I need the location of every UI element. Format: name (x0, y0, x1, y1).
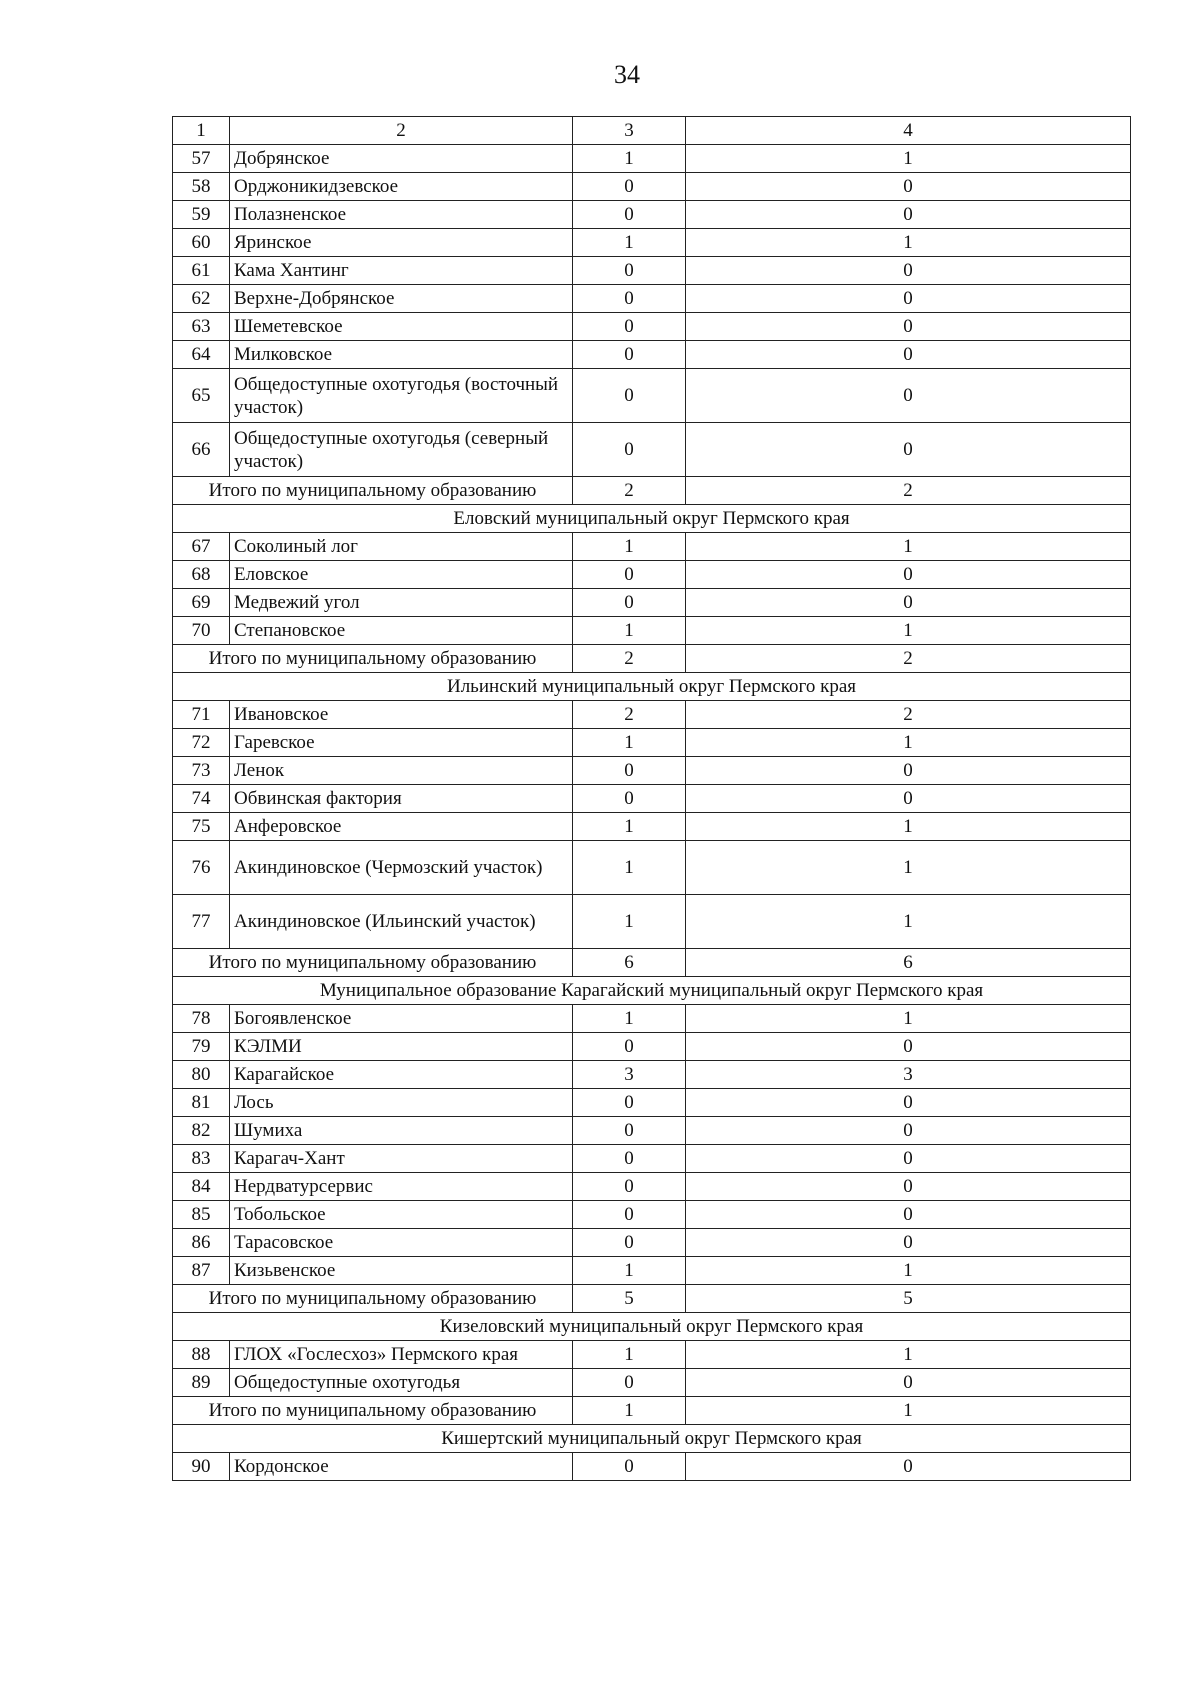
table-row (173, 173, 1131, 201)
row-col-3: 0 (573, 785, 686, 813)
row-col-3: 1 (573, 229, 686, 257)
row-name: Нердватурсервис (230, 1173, 573, 1201)
row-number: 88 (173, 1341, 230, 1369)
row-col-3: 0 (573, 423, 686, 477)
row-name: Акиндиновское (Чермозский участок) (230, 841, 573, 895)
row-col-4: 0 (686, 257, 1131, 285)
total-row (173, 949, 1131, 977)
table-row (173, 701, 1131, 729)
row-col-4: 1 (686, 145, 1131, 173)
row-col-4: 0 (686, 173, 1131, 201)
table-row (173, 1089, 1131, 1117)
row-col-4: 1 (686, 229, 1131, 257)
row-col-4: 1 (686, 729, 1131, 757)
row-number: 90 (173, 1453, 230, 1481)
total-label: Итого по муниципальному образованию (173, 949, 573, 977)
row-col-3: 0 (573, 285, 686, 313)
row-col-3: 1 (573, 145, 686, 173)
row-col-4: 0 (686, 1145, 1131, 1173)
total-label: Итого по муниципальному образованию (173, 477, 573, 505)
row-col-3: 0 (573, 1145, 686, 1173)
table-row (173, 257, 1131, 285)
row-name: КЭЛМИ (230, 1033, 573, 1061)
table-row (173, 145, 1131, 173)
row-col-4: 1 (686, 533, 1131, 561)
row-name: Кизьвенское (230, 1257, 573, 1285)
table-row (173, 1005, 1131, 1033)
row-name: Общедоступные охотугодья (230, 1369, 573, 1397)
total-col-3: 2 (573, 645, 686, 673)
row-col-3: 0 (573, 1453, 686, 1481)
row-number: 82 (173, 1117, 230, 1145)
row-col-4: 1 (686, 841, 1131, 895)
total-row (173, 1397, 1131, 1425)
total-col-3: 5 (573, 1285, 686, 1313)
row-col-4: 0 (686, 561, 1131, 589)
row-col-3: 0 (573, 1089, 686, 1117)
total-col-4: 6 (686, 949, 1131, 977)
row-name: Карагач-Хант (230, 1145, 573, 1173)
row-col-3: 1 (573, 729, 686, 757)
row-number: 85 (173, 1201, 230, 1229)
row-col-3: 0 (573, 1173, 686, 1201)
page-number: 34 (614, 60, 640, 89)
row-col-3: 0 (573, 201, 686, 229)
table-row (173, 813, 1131, 841)
row-name: Шумиха (230, 1117, 573, 1145)
row-col-3: 0 (573, 1369, 686, 1397)
table-row (173, 1117, 1131, 1145)
row-col-4: 3 (686, 1061, 1131, 1089)
table-row (173, 533, 1131, 561)
row-number: 69 (173, 589, 230, 617)
row-number: 65 (173, 369, 230, 423)
row-col-3: 0 (573, 757, 686, 785)
row-name: Милковское (230, 341, 573, 369)
row-col-3: 1 (573, 895, 686, 949)
table-row (173, 785, 1131, 813)
table-row (173, 1257, 1131, 1285)
row-col-4: 0 (686, 785, 1131, 813)
row-name: Общедоступные охотугодья (восточный участок) (230, 369, 573, 423)
row-col-4: 1 (686, 813, 1131, 841)
row-name: ГЛОХ «Гослесхоз» Пермского края (230, 1341, 573, 1369)
row-name: Орджоникидзевское (230, 173, 573, 201)
row-number: 63 (173, 313, 230, 341)
row-col-4: 0 (686, 313, 1131, 341)
row-col-4: 0 (686, 589, 1131, 617)
table-row (173, 561, 1131, 589)
table-row (173, 1229, 1131, 1257)
row-col-3: 1 (573, 813, 686, 841)
table-row (173, 1145, 1131, 1173)
hunting-grounds-table (172, 116, 1131, 1481)
section-title: Муниципальное образование Карагайский муниципальный округ Пермского края (173, 977, 1131, 1005)
section-header-row (173, 673, 1131, 701)
row-col-4: 0 (686, 341, 1131, 369)
row-col-3: 0 (573, 369, 686, 423)
row-col-3: 0 (573, 341, 686, 369)
section-title: Кишертский муниципальный округ Пермского края (173, 1425, 1131, 1453)
table-row (173, 589, 1131, 617)
total-col-3: 6 (573, 949, 686, 977)
row-col-4: 0 (686, 1117, 1131, 1145)
row-col-3: 1 (573, 1005, 686, 1033)
table-row (173, 1033, 1131, 1061)
row-number: 87 (173, 1257, 230, 1285)
row-name: Ивановское (230, 701, 573, 729)
row-number: 83 (173, 1145, 230, 1173)
table-row (173, 841, 1131, 895)
row-name: Кама Хантинг (230, 257, 573, 285)
row-col-4: 0 (686, 369, 1131, 423)
row-number: 66 (173, 423, 230, 477)
row-col-4: 1 (686, 1005, 1131, 1033)
row-col-4: 0 (686, 423, 1131, 477)
row-number: 61 (173, 257, 230, 285)
row-name: Тобольское (230, 1201, 573, 1229)
table-row (173, 757, 1131, 785)
row-number: 59 (173, 201, 230, 229)
row-col-3: 1 (573, 533, 686, 561)
row-name: Яринское (230, 229, 573, 257)
row-col-4: 0 (686, 1173, 1131, 1201)
header-col-4: 4 (686, 117, 1131, 145)
row-col-3: 1 (573, 841, 686, 895)
row-col-3: 3 (573, 1061, 686, 1089)
row-name: Еловское (230, 561, 573, 589)
row-col-4: 1 (686, 617, 1131, 645)
row-name: Соколиный лог (230, 533, 573, 561)
row-col-3: 1 (573, 617, 686, 645)
table-row (173, 341, 1131, 369)
row-col-4: 0 (686, 1089, 1131, 1117)
row-col-3: 0 (573, 561, 686, 589)
row-col-4: 0 (686, 1201, 1131, 1229)
row-col-4: 0 (686, 201, 1131, 229)
row-col-4: 2 (686, 701, 1131, 729)
table-row (173, 201, 1131, 229)
table-row (173, 1173, 1131, 1201)
row-col-4: 0 (686, 1453, 1131, 1481)
section-header-row (173, 1313, 1131, 1341)
row-number: 60 (173, 229, 230, 257)
row-name: Лось (230, 1089, 573, 1117)
row-col-3: 0 (573, 589, 686, 617)
row-col-4: 0 (686, 1033, 1131, 1061)
total-row (173, 1285, 1131, 1313)
header-col-3: 3 (573, 117, 686, 145)
row-number: 79 (173, 1033, 230, 1061)
total-col-3: 2 (573, 477, 686, 505)
total-col-4: 2 (686, 477, 1131, 505)
row-name: Верхне-Добрянское (230, 285, 573, 313)
row-name: Обвинская фактория (230, 785, 573, 813)
total-col-3: 1 (573, 1397, 686, 1425)
row-name: Карагайское (230, 1061, 573, 1089)
total-col-4: 1 (686, 1397, 1131, 1425)
table-row (173, 729, 1131, 757)
row-name: Полазненское (230, 201, 573, 229)
row-name: Кордонское (230, 1453, 573, 1481)
section-header-row (173, 977, 1131, 1005)
row-number: 77 (173, 895, 230, 949)
row-number: 89 (173, 1369, 230, 1397)
row-col-3: 1 (573, 1257, 686, 1285)
row-col-4: 1 (686, 1341, 1131, 1369)
row-col-3: 0 (573, 1033, 686, 1061)
table-row (173, 369, 1131, 423)
row-number: 76 (173, 841, 230, 895)
row-col-4: 0 (686, 285, 1131, 313)
row-col-3: 1 (573, 1341, 686, 1369)
table-row (173, 229, 1131, 257)
total-label: Итого по муниципальному образованию (173, 1285, 573, 1313)
table-row (173, 313, 1131, 341)
row-number: 57 (173, 145, 230, 173)
row-col-4: 1 (686, 1257, 1131, 1285)
row-name: Ленок (230, 757, 573, 785)
row-col-3: 0 (573, 1229, 686, 1257)
table-row (173, 1201, 1131, 1229)
row-col-3: 0 (573, 173, 686, 201)
row-number: 70 (173, 617, 230, 645)
row-name: Добрянское (230, 145, 573, 173)
table-row (173, 895, 1131, 949)
row-number: 62 (173, 285, 230, 313)
row-number: 80 (173, 1061, 230, 1089)
row-name: Тарасовское (230, 1229, 573, 1257)
total-col-4: 5 (686, 1285, 1131, 1313)
row-col-4: 1 (686, 895, 1131, 949)
section-title: Еловский муниципальный округ Пермского края (173, 505, 1131, 533)
row-number: 71 (173, 701, 230, 729)
table-row (173, 1369, 1131, 1397)
row-col-4: 0 (686, 1369, 1131, 1397)
table-row (173, 285, 1131, 313)
total-label: Итого по муниципальному образованию (173, 645, 573, 673)
table-row (173, 423, 1131, 477)
row-col-3: 0 (573, 257, 686, 285)
section-title: Ильинский муниципальный округ Пермского края (173, 673, 1131, 701)
total-label: Итого по муниципальному образованию (173, 1397, 573, 1425)
total-row (173, 477, 1131, 505)
row-col-4: 0 (686, 757, 1131, 785)
section-header-row (173, 1425, 1131, 1453)
table-row (173, 1453, 1131, 1481)
row-col-4: 0 (686, 1229, 1131, 1257)
header-col-1: 1 (173, 117, 230, 145)
row-number: 68 (173, 561, 230, 589)
row-number: 58 (173, 173, 230, 201)
row-number: 84 (173, 1173, 230, 1201)
row-name: Анферовское (230, 813, 573, 841)
total-col-4: 2 (686, 645, 1131, 673)
row-col-3: 0 (573, 1201, 686, 1229)
row-number: 75 (173, 813, 230, 841)
row-name: Медвежий угол (230, 589, 573, 617)
table-row (173, 1061, 1131, 1089)
row-number: 73 (173, 757, 230, 785)
row-number: 72 (173, 729, 230, 757)
header-col-2: 2 (230, 117, 573, 145)
row-col-3: 0 (573, 1117, 686, 1145)
row-number: 81 (173, 1089, 230, 1117)
row-name: Степановское (230, 617, 573, 645)
row-number: 64 (173, 341, 230, 369)
section-title: Кизеловский муниципальный округ Пермского края (173, 1313, 1131, 1341)
row-col-3: 2 (573, 701, 686, 729)
table-row (173, 617, 1131, 645)
table-body (173, 117, 1131, 1481)
row-number: 78 (173, 1005, 230, 1033)
row-name: Шеметевское (230, 313, 573, 341)
total-row (173, 645, 1131, 673)
row-name: Общедоступные охотугодья (северный участок) (230, 423, 573, 477)
table-row (173, 1341, 1131, 1369)
row-number: 74 (173, 785, 230, 813)
row-name: Богоявленское (230, 1005, 573, 1033)
row-col-3: 0 (573, 313, 686, 341)
header-row (173, 117, 1131, 145)
row-name: Акиндиновское (Ильинский участок) (230, 895, 573, 949)
section-header-row (173, 505, 1131, 533)
row-name: Гаревское (230, 729, 573, 757)
row-number: 67 (173, 533, 230, 561)
row-number: 86 (173, 1229, 230, 1257)
